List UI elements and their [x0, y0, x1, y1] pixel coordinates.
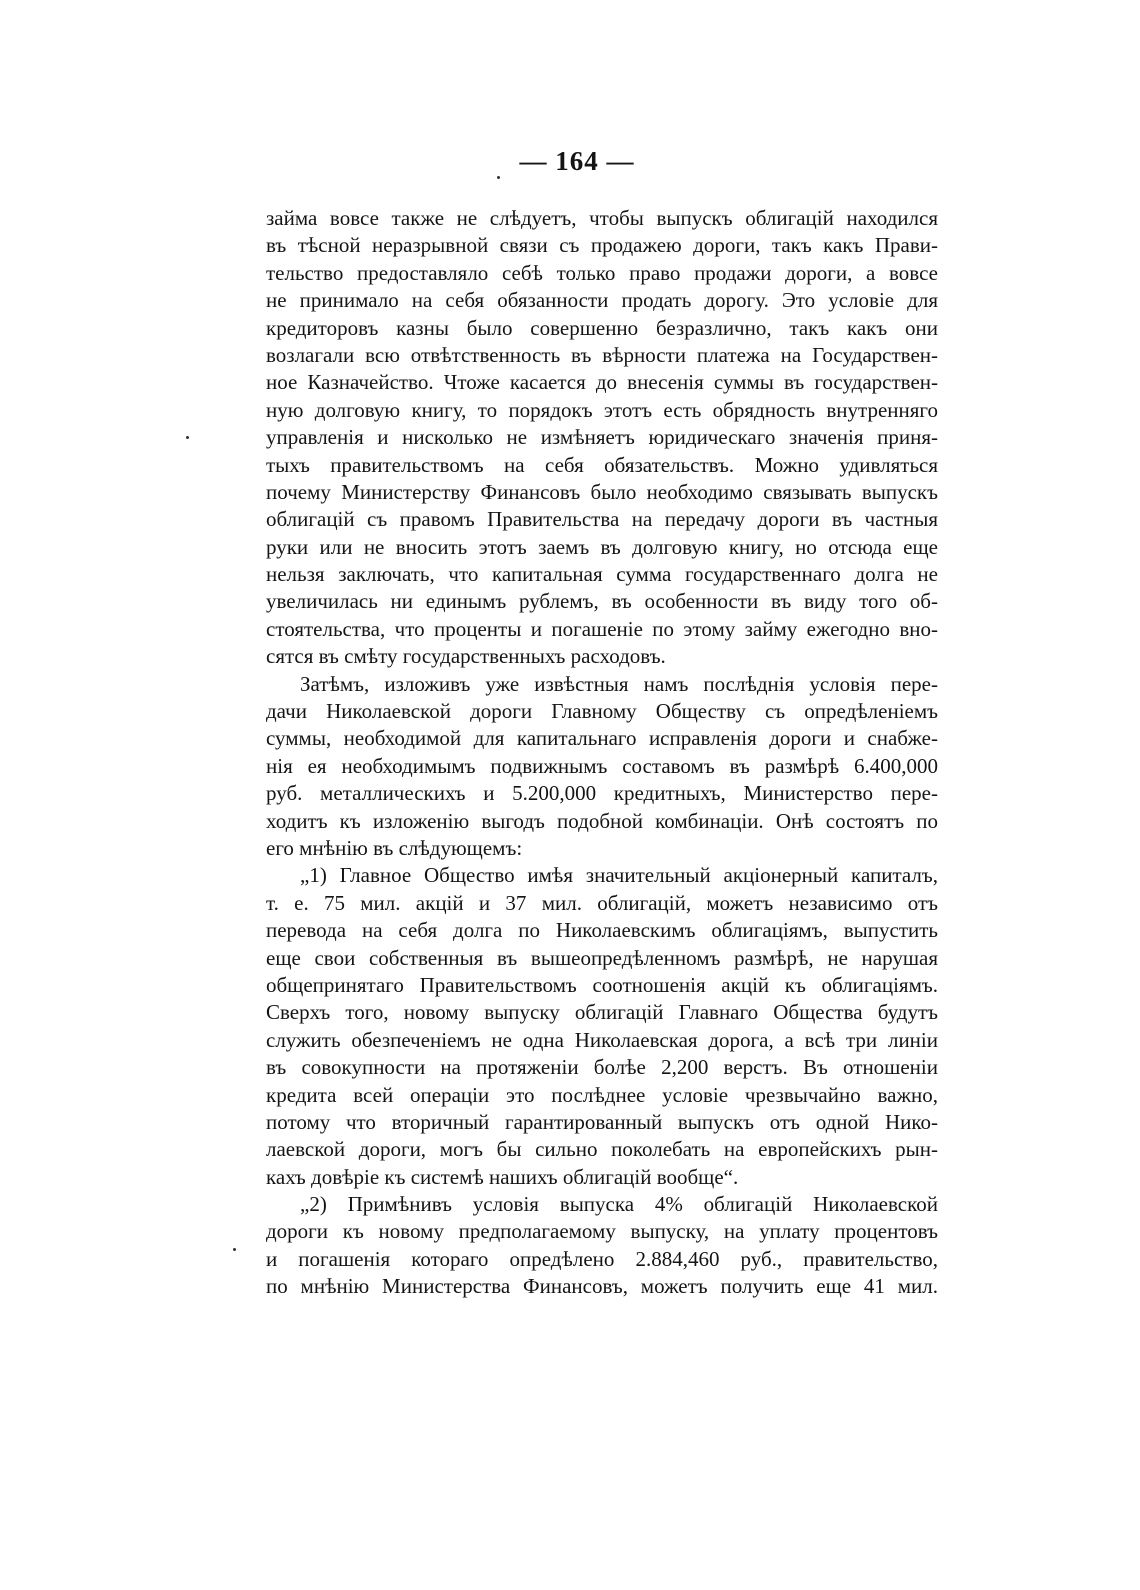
- margin-speck: [186, 436, 189, 439]
- text-line: ную долговую книгу, то порядокъ этотъ есть обрядность внутренняго: [266, 397, 938, 422]
- text-line: „1) Главное Общество имѣя значительный акціонерный капиталъ,: [300, 863, 938, 888]
- text-line: облигацій съ правомъ Правительства на передачу дороги въ частныя: [266, 507, 938, 532]
- text-line: т. е. 75 мил. акцій и 37 мил. облигацій, можетъ независимо отъ: [266, 890, 938, 915]
- text-line: въ совокупности на протяженіи болѣе 2,200 верстъ. Въ отношеніи: [266, 1055, 938, 1080]
- text-line: не принимало на себя обязанности продать дорогу. Это условіе для: [266, 288, 938, 313]
- page-number: — 164 —: [519, 146, 635, 176]
- text-line: потому что вторичный гарантированный выпускъ отъ одной Нико-: [266, 1109, 938, 1134]
- text-line: тыхъ правительствомъ на себя обязательствъ. Можно удивляться: [266, 452, 938, 477]
- body-text: [266, 205, 938, 1301]
- text-line: его мнѣнію въ слѣдующемъ:: [266, 835, 523, 860]
- text-line: лаевской дороги, могъ бы сильно поколебать на европейскихъ рын-: [266, 1137, 938, 1162]
- text-line: руки или не вносить этотъ заемъ въ долговую книгу, но отсюда еще: [266, 534, 938, 559]
- text-line: нія ея необходимымъ подвижнымъ составомъ въ размѣрѣ 6.400,000: [266, 753, 938, 778]
- text-line: и погашенія котораго опредѣлено 2.884,460 руб., правительство,: [266, 1246, 938, 1271]
- text-line: управленія и нисколько не измѣняетъ юридическаго значенія приня-: [266, 425, 938, 450]
- text-line: займа вовсе также не слѣдуетъ, чтобы выпускъ облигацій находился: [266, 206, 938, 230]
- text-line: еще свои собственныя въ вышеопредѣленномъ размѣрѣ, не нарушая: [266, 945, 938, 970]
- margin-speck: [497, 176, 500, 179]
- text-line: почему Министерству Финансовъ было необходимо связывать выпускъ: [266, 479, 938, 504]
- text-line: нельзя заключать, что капитальная сумма государственнаго долга не: [266, 562, 938, 587]
- text-line: кахъ довѣріе къ системѣ нашихъ облигацій вообще“.: [266, 1164, 739, 1189]
- text-line: Затѣмъ, изложивъ уже извѣстныя намъ послѣднія условія пере-: [300, 671, 938, 696]
- text-line: кредита всей операціи это послѣднее условіе чрезвычайно важно,: [266, 1082, 938, 1107]
- text-line: общепринятаго Правительствомъ соотношенія акцій къ облигаціямъ.: [266, 972, 938, 997]
- text-line: въ тѣсной неразрывной связи съ продажею дороги, такъ какъ Прави-: [266, 233, 938, 258]
- text-line: тельство предоставляло себѣ только право продажи дороги, а вовсе: [266, 260, 938, 285]
- text-line: суммы, необходимой для капитальнаго исправленія дороги и снабже-: [266, 726, 938, 751]
- text-line: по мнѣнію Министерства Финансовъ, можетъ получить еще 41 мил.: [266, 1274, 938, 1299]
- text-line: дачи Николаевской дороги Главному Обществу съ опредѣленіемъ: [266, 699, 938, 724]
- text-line: „2) Примѣнивъ условія выпуска 4% облигацій Николаевской: [300, 1192, 938, 1217]
- text-line: дороги къ новому предполагаемому выпуску, на уплату процентовъ: [266, 1219, 938, 1244]
- text-line: возлагали всю отвѣтственность въ вѣрности платежа на Государствен-: [266, 342, 938, 367]
- text-line: увеличилась ни единымъ рублемъ, въ особенности въ виду того об-: [266, 589, 938, 614]
- text-line: сятся въ смѣту государственныхъ расходовъ.: [266, 644, 666, 669]
- text-line: Сверхъ того, новому выпуску облигацій Главнаго Общества будутъ: [266, 1000, 938, 1025]
- text-line: стоятельства, что проценты и погашеніе по этому займу ежегодно вно-: [266, 616, 938, 641]
- text-line: кредиторовъ казны было совершенно безразлично, такъ какъ они: [266, 315, 938, 340]
- margin-speck: [233, 1248, 236, 1251]
- text-line: руб. металлическихъ и 5.200,000 кредитныхъ, Министерство пере-: [266, 781, 938, 806]
- text-line: служить обезпеченіемъ не одна Николаевская дорога, а всѣ три линіи: [266, 1027, 938, 1052]
- text-line: ходитъ къ изложенію выгодъ подобной комбинаціи. Онѣ состоятъ по: [266, 808, 938, 833]
- text-line: ное Казначейство. Чтоже касается до внесенія суммы въ государствен-: [266, 370, 938, 395]
- text-line: перевода на себя долга по Николаевскимъ облигаціямъ, выпустить: [266, 918, 938, 943]
